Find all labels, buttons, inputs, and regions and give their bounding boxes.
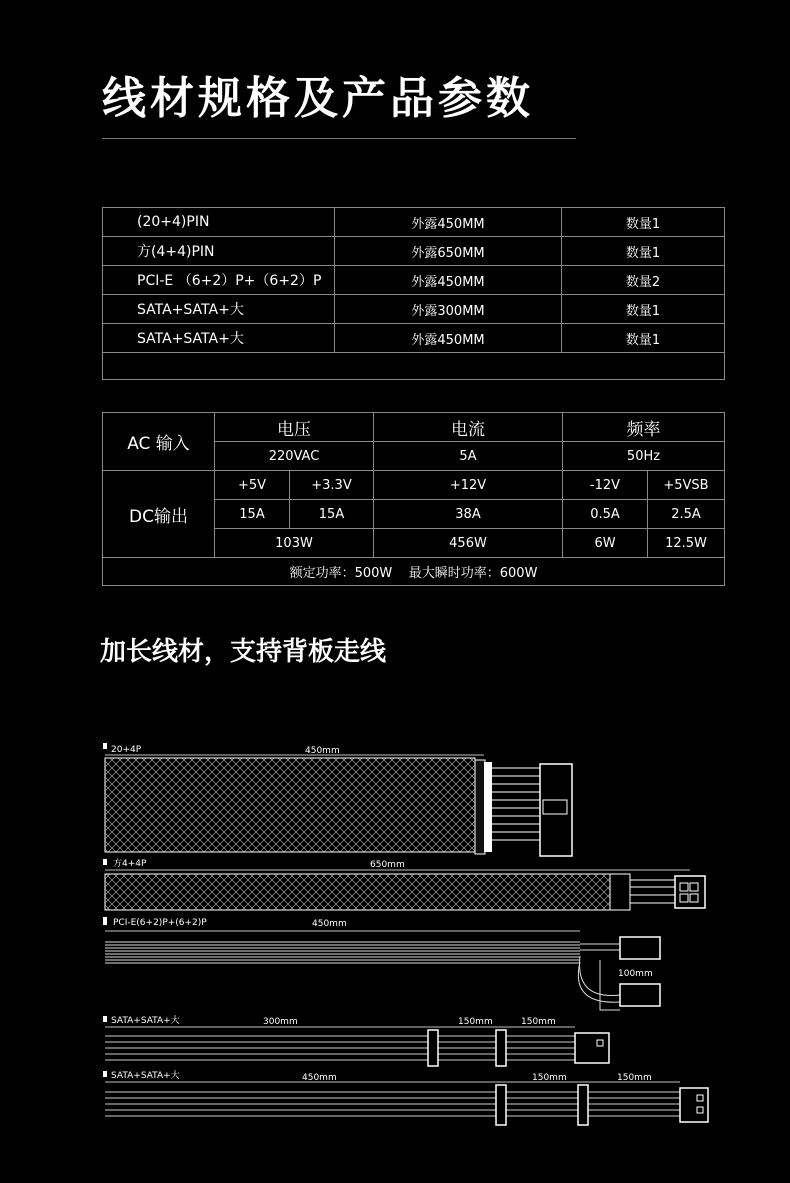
cable-sata-1 — [103, 1014, 609, 1066]
cable-length-label: 450mm — [305, 746, 340, 756]
table-row — [103, 237, 725, 266]
cable-length-label: 150mm — [521, 1017, 556, 1027]
table-row — [103, 208, 725, 237]
table-row — [103, 324, 725, 353]
rail-label: +5V — [215, 471, 290, 500]
cable-qty: 数量1 — [562, 295, 725, 324]
cable-length-label: 650mm — [370, 860, 405, 870]
table-row-empty — [103, 353, 725, 380]
cable-length-label: 150mm — [458, 1017, 493, 1027]
rail-power: 456W — [374, 529, 563, 558]
table-row — [103, 295, 725, 324]
frequency-value: 50Hz — [563, 442, 725, 471]
rail-current: 2.5A — [648, 500, 725, 529]
power-spec-table — [102, 412, 725, 586]
cable-length: 外露300MM — [335, 295, 562, 324]
cable-label: PCI-E(6+2)P+(6+2)P — [113, 918, 207, 928]
cable-20-4p — [103, 743, 572, 856]
power-rating-footer: 额定功率：500W 最大瞬时功率：600W — [103, 558, 725, 586]
cable-sata-2 — [103, 1069, 708, 1125]
page-title: 线材规格及产品参数 — [102, 73, 534, 124]
current-value: 5A — [374, 442, 563, 471]
cable-diagram — [0, 720, 790, 1170]
section-subtitle: 加长线材，支持背板走线 — [100, 637, 387, 667]
cable-qty: 数量1 — [562, 237, 725, 266]
cable-name: 方(4+4)PIN — [103, 237, 335, 266]
cable-length: 外露450MM — [335, 208, 562, 237]
cable-length: 外露450MM — [335, 266, 562, 295]
cable-name: PCI-E （6+2）P+（6+2）P — [103, 266, 335, 295]
cable-length: 外露650MM — [335, 237, 562, 266]
rail-power: 103W — [215, 529, 374, 558]
rail-label: -12V — [563, 471, 648, 500]
current-header: 电流 — [374, 413, 563, 442]
cable-length-label: 150mm — [617, 1073, 652, 1083]
voltage-header: 电压 — [215, 413, 374, 442]
cable-length-label: 150mm — [532, 1073, 567, 1083]
cable-length-label: 450mm — [312, 919, 347, 929]
cable-name: (20+4)PIN — [103, 208, 335, 237]
ac-input-label: AC 输入 — [103, 413, 215, 471]
rail-label: +5VSB — [648, 471, 725, 500]
cable-label: SATA+SATA+大 — [111, 1071, 180, 1081]
rail-label: +12V — [374, 471, 563, 500]
voltage-value: 220VAC — [215, 442, 374, 471]
rail-label: +3.3V — [290, 471, 374, 500]
cable-length-label: 450mm — [302, 1073, 337, 1083]
cable-qty: 数量2 — [562, 266, 725, 295]
cable-length: 外露450MM — [335, 324, 562, 353]
cable-name: SATA+SATA+大 — [103, 324, 335, 353]
cable-name: SATA+SATA+大 — [103, 295, 335, 324]
cable-label: SATA+SATA+大 — [111, 1016, 180, 1026]
cable-pcie — [103, 917, 660, 1010]
cable-spec-table — [102, 207, 725, 380]
rail-current: 15A — [290, 500, 374, 529]
cable-length-label: 300mm — [263, 1017, 298, 1027]
branch-length-label: 100mm — [618, 969, 653, 979]
cable-qty: 数量1 — [562, 324, 725, 353]
cable-qty: 数量1 — [562, 208, 725, 237]
cable-4-4p — [103, 857, 705, 910]
rail-current: 38A — [374, 500, 563, 529]
rail-power: 12.5W — [648, 529, 725, 558]
table-row — [103, 266, 725, 295]
rail-power: 6W — [563, 529, 648, 558]
frequency-header: 频率 — [563, 413, 725, 442]
rail-current: 0.5A — [563, 500, 648, 529]
cable-label: 20+4P — [111, 745, 142, 755]
rail-current: 15A — [215, 500, 290, 529]
cable-label: 方4+4P — [113, 859, 147, 869]
title-divider — [102, 138, 576, 139]
dc-output-label: DC输出 — [103, 471, 215, 558]
